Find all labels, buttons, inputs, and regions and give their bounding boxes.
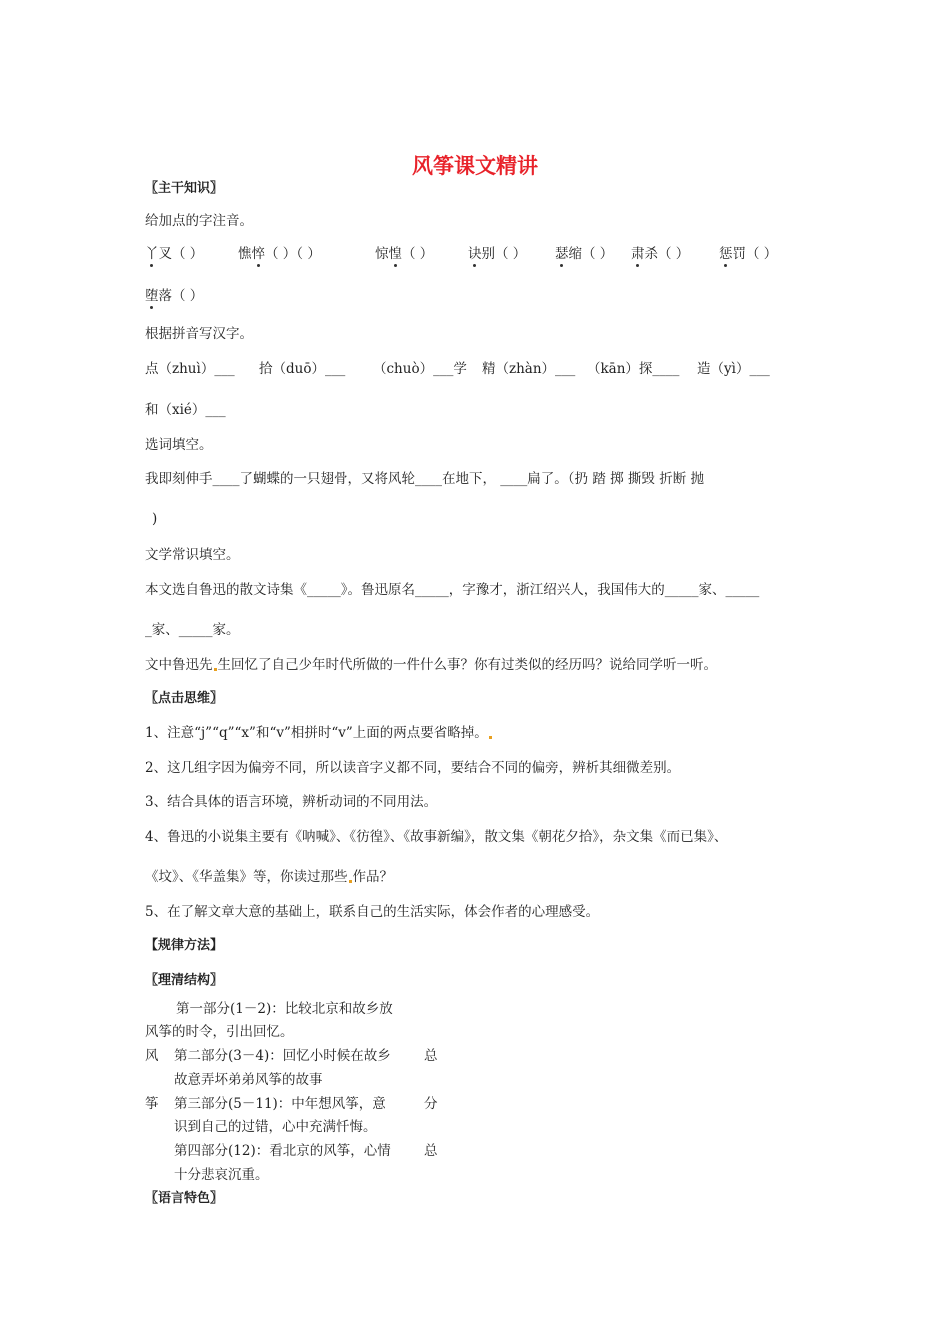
fill-words-sentence-end: ) <box>152 511 158 527</box>
section-heading-methods: 【规律方法】 <box>145 938 224 953</box>
structure-tag-zong-1: 总 <box>424 1048 438 1064</box>
structure-part-2-cont: 故意弄坏弟弟风筝的故事 <box>174 1072 323 1088</box>
section-heading-main-knowledge: 〖主干知识〗 <box>145 181 224 196</box>
highlight-mark <box>349 880 352 883</box>
question-experience: 文中鲁迅先 生回忆了自己少年时代所做的一件什么事？你有过类似的经历吗？说给同学听一听。 <box>145 657 717 673</box>
dotted-char: 诀 <box>468 246 482 262</box>
document-title: 风筝课文精讲 <box>412 153 538 178</box>
structure-part-1-cont: 风筝的时令，引出回忆。 <box>145 1024 294 1040</box>
hanzi-item: 拾（duō）___ <box>259 361 346 377</box>
structure-part-4-cont: 十分悲哀沉重。 <box>174 1167 269 1183</box>
hanzi-exercise-last: 和（xié）___ <box>145 402 226 418</box>
structure-tag-fen: 分 <box>424 1096 438 1112</box>
pinyin-item: 瑟缩（ ） <box>555 246 614 262</box>
dotted-char: 肃 <box>631 246 645 262</box>
pinyin-item: 肃杀（ ） <box>631 246 690 262</box>
hanzi-item: 精（zhàn）___ <box>482 361 576 377</box>
structure-tag-zong-2: 总 <box>424 1143 438 1159</box>
fill-words-sentence: 我即刻伸手____了蝴蝶的一只翅骨，又将风轮____在地下， ____扁了。（扔 踏 掷 撕毁 折断 抛 <box>145 471 704 487</box>
structure-part-3-cont: 识到自己的过错，心中充满忏悔。 <box>174 1119 377 1135</box>
literature-line-2: _家、_____家。 <box>145 622 240 638</box>
dotted-char: 丫 <box>145 246 159 262</box>
thinking-point-2: 2、这几组字因为偏旁不同，所以读音字义都不同，要结合不同的偏旁，辨析其细微差别。 <box>145 760 681 776</box>
hanzi-item: 造（yì）___ <box>697 361 770 377</box>
pinyin-item: 惊惶（ ） <box>375 246 434 262</box>
section-heading-structure: 〖理清结构〗 <box>145 973 224 988</box>
structure-part-1: 第一部分(1－2)：比较北京和故乡放 <box>176 1001 393 1017</box>
question-pinyin: 给加点的字注音。 <box>145 213 253 229</box>
thinking-point-5: 5、在了解文章大意的基础上，联系自己的生活实际，体会作者的心理感受。 <box>145 904 600 920</box>
pinyin-item: 诀别（ ） <box>468 246 527 262</box>
pinyin-exercise-last: 堕落（ ） <box>145 288 204 304</box>
pinyin-item: 丫叉（ ） <box>145 246 204 262</box>
hanzi-item: （chuò）___学 <box>373 361 467 377</box>
highlight-mark <box>214 668 217 671</box>
dotted-char: 惶 <box>388 246 402 262</box>
structure-part-2: 第二部分(3－4)：回忆小时候在故乡 <box>174 1048 391 1064</box>
question-hanzi: 根据拼音写汉字。 <box>145 326 253 342</box>
highlight-mark <box>489 736 492 739</box>
thinking-point-3: 3、结合具体的语言环境，辨析动词的不同用法。 <box>145 794 438 810</box>
question-literature: 文学常识填空。 <box>145 547 240 563</box>
structure-part-3: 第三部分(5－11)：中年想风筝，意 <box>174 1096 386 1112</box>
literature-line-1: 本文选自鲁迅的散文诗集《_____》。鲁迅原名_____，字豫才，浙江绍兴人，我国伟大的_____家、_____ <box>145 582 760 598</box>
section-heading-thinking: 〖点击思维〗 <box>145 691 224 706</box>
hanzi-item: 点（zhuì）___ <box>145 361 235 377</box>
dotted-char: 惩 <box>719 246 733 262</box>
dotted-char: 瑟 <box>555 246 569 262</box>
structure-side-zheng: 筝 <box>145 1096 159 1112</box>
dotted-char: 堕 <box>145 288 159 304</box>
pinyin-item: 憔悴（ ）（ ） <box>238 246 321 262</box>
question-fill-words: 选词填空。 <box>145 437 213 453</box>
structure-part-4: 第四部分(12)：看北京的风筝，心情 <box>174 1143 391 1159</box>
dotted-char: 悴 <box>251 246 265 262</box>
thinking-point-1: 1、注意“j”“q”“x”和“v”相拼时“v”上面的两点要省略掉。 <box>145 724 493 742</box>
pinyin-item: 惩罚（ ） <box>719 246 778 262</box>
thinking-point-4: 4、鲁迅的小说集主要有《呐喊》、《彷徨》、《故事新编》，散文集《朝花夕拾》，杂文集《而已集》、 <box>145 829 728 845</box>
structure-side-feng: 风 <box>145 1048 159 1064</box>
section-heading-language: 〖语言特色〗 <box>145 1191 224 1206</box>
hanzi-item: （kān）探____ <box>587 361 680 377</box>
thinking-point-4-cont: 《坟》、《华盖集》等，你读过那些 作品？ <box>145 869 393 885</box>
